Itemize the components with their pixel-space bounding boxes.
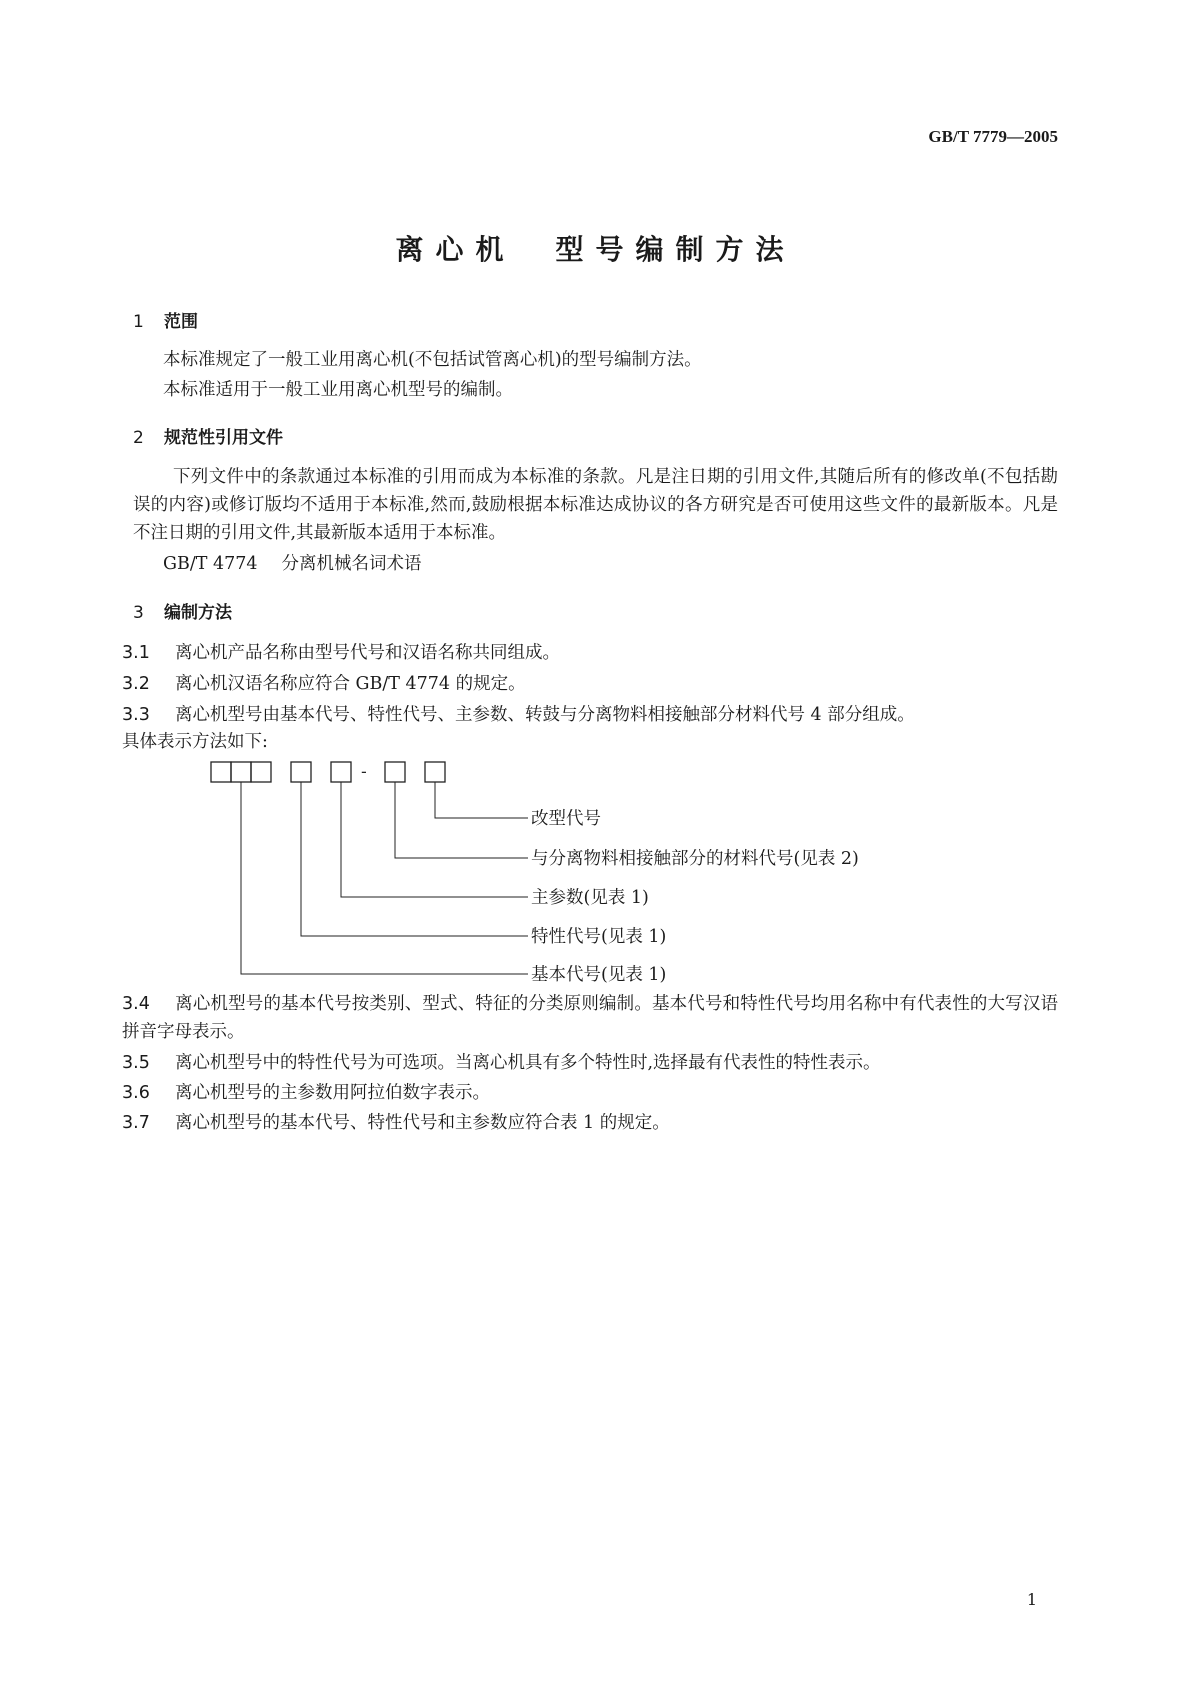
section-2-paragraph: 下列文件中的条款通过本标准的引用而成为本标准的条款。凡是注日期的引用文件,其随后所有的修改单(不包括勘误的内容)或修订版均不适用于本标准,然而,鼓励根据本标准达成协议的各方研究是否可使用这些文件的最新版本。凡是不注日期的引用文件,其最新版本适用于本标准。 bbox=[133, 467, 1058, 543]
clause-text: 离心机型号的主参数用阿拉伯数字表示。 bbox=[175, 1083, 490, 1103]
feature-code-box bbox=[291, 762, 311, 782]
section-1-number: 1 bbox=[133, 312, 144, 332]
clause-number: 3.4 bbox=[122, 994, 150, 1014]
clause-3-3-continuation: 具体表示方法如下: bbox=[122, 732, 268, 752]
reference-title: 分离机械名词术语 bbox=[281, 554, 422, 574]
section-1-paragraph-2: 本标准适用于一般工业用离心机型号的编制。 bbox=[163, 380, 513, 400]
separator-dash: - bbox=[361, 762, 367, 781]
basic-leader-line bbox=[241, 782, 528, 974]
main-parameter-box bbox=[331, 762, 351, 782]
section-1-title: 范围 bbox=[164, 312, 198, 332]
reference-code: GB/T 4774 bbox=[163, 554, 258, 574]
clause-text: 离心机型号的基本代号按类别、型式、特征的分类原则编制。基本代号和特性代号均用名称中有代表性的大写汉语拼音字母表示。 bbox=[122, 994, 1058, 1042]
modification-leader-line bbox=[435, 782, 528, 818]
basic-code-box-3 bbox=[251, 762, 271, 782]
feature-leader-line bbox=[301, 782, 528, 936]
material-leader-line bbox=[395, 782, 528, 858]
material-code-box bbox=[385, 762, 405, 782]
label-modification-code: 改型代号 bbox=[531, 809, 601, 829]
section-3-title: 编制方法 bbox=[164, 603, 232, 623]
clause-number: 3.3 bbox=[122, 705, 150, 725]
clause-text: 离心机型号中的特性代号为可选项。当离心机具有多个特性时,选择最有代表性的特性表示。 bbox=[175, 1053, 881, 1073]
section-2-number: 2 bbox=[133, 428, 144, 448]
section-3-number: 3 bbox=[133, 603, 144, 623]
section-1-paragraph-1: 本标准规定了一般工业用离心机(不包括试管离心机)的型号编制方法。 bbox=[163, 350, 702, 370]
clause-3-7 bbox=[122, 1110, 670, 1136]
clause-text: 离心机型号的基本代号、特性代号和主参数应符合表 1 的规定。 bbox=[175, 1113, 670, 1133]
clause-number: 3.6 bbox=[122, 1083, 150, 1103]
modification-code-box bbox=[425, 762, 445, 782]
page-number: 1 bbox=[1026, 1590, 1037, 1609]
label-main-parameter: 主参数(见表 1) bbox=[531, 888, 649, 908]
basic-code-box-1 bbox=[211, 762, 231, 782]
clause-number: 3.7 bbox=[122, 1113, 150, 1133]
label-material-code: 与分离物料相接触部分的材料代号(见表 2) bbox=[531, 849, 859, 869]
clause-text: 离心机汉语名称应符合 GB/T 4774 的规定。 bbox=[175, 674, 526, 694]
label-basic-code: 基本代号(见表 1) bbox=[531, 965, 667, 985]
standard-code: GB/T 7779—2005 bbox=[928, 127, 1058, 146]
basic-code-box-2 bbox=[231, 762, 251, 782]
section-2-title: 规范性引用文件 bbox=[164, 428, 283, 448]
document-title: 离心机 型号编制方法 bbox=[395, 233, 796, 266]
clause-number: 3.2 bbox=[122, 674, 150, 694]
clause-3-4 bbox=[122, 990, 1058, 1046]
clause-text: 离心机型号由基本代号、特性代号、主参数、转鼓与分离物料相接触部分材料代号 4 部分组成。 bbox=[175, 705, 915, 725]
clause-number: 3.5 bbox=[122, 1053, 150, 1073]
clause-number: 3.1 bbox=[122, 643, 150, 663]
clause-3-5 bbox=[122, 1050, 881, 1076]
clause-text: 离心机产品名称由型号代号和汉语名称共同组成。 bbox=[175, 643, 560, 663]
label-feature-code: 特性代号(见表 1) bbox=[531, 927, 667, 947]
clause-3-6 bbox=[122, 1080, 490, 1106]
